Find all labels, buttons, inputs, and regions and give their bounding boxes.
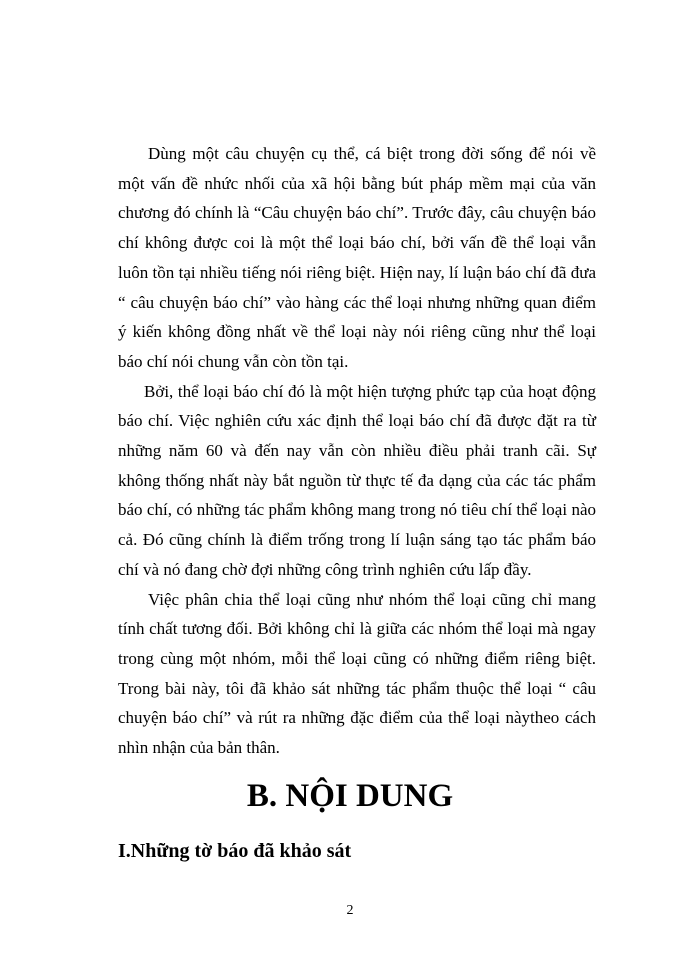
paragraph-intro: Dùng một câu chuyện cụ thể, cá biệt trong đời sống để nói về một vấn đề nhức nhối của xã hội bằng bút pháp mềm mại của văn chương đó chính là “Câu chuyện báo chí”. Trước đây, câu chuyện báo chí không được coi là một thể loại báo chí, bởi vấn đề thể loại vẫn luôn tồn tại nhiều tiếng nói riêng biệt. Hiện nay, lí luận báo chí đã đưa “ câu chuyện báo chí” vào hàng các thể loại nhưng những quan điểm ý kiến không đồng nhất về thể loại này nói riêng cũng như thể loại báo chí nói chung vẫn còn tồn tại. (118, 144, 596, 371)
body-text (118, 139, 596, 763)
subsection-heading: I.Những tờ báo đã khảo sát (118, 840, 352, 862)
paragraph-classification: Việc phân chia thể loại cũng như nhóm thể loại cũng chỉ mang tính chất tương đối. Bởi không chỉ là giữa các nhóm thể loại mà ngay trong cùng một nhóm, mỗi thể loại cũng có những điểm riêng biệt. Trong bài này, tôi đã khảo sát những tác phẩm thuộc thể loại “ câu chuyện báo chí” và rút ra những đặc điểm của thể loại nàytheo cách nhìn nhận của bản thân. (118, 589, 596, 758)
page-number: 2 (346, 903, 354, 918)
section-heading: B. NỘI DUNG (246, 778, 454, 814)
paragraph-genre-complexity: Bởi, thể loại báo chí đó là một hiện tượng phức tạp của hoạt động báo chí. Việc nghiên cứu xác định thể loại báo chí đã được đặt ra từ những năm 60 và đến nay vẫn còn nhiều điều phải tranh cãi. Sự không thống nhất này bắt nguồn từ thực tế đa dạng của các tác phẩm báo chí, có những tác phẩm không mang trong nó tiêu chí thể loại nào cả. Đó cũng chính là điểm trống trong lí luận sáng tạo tác phẩm báo chí và nó đang chờ đợi những công trình nghiên cứu lấp đầy. (118, 381, 596, 579)
